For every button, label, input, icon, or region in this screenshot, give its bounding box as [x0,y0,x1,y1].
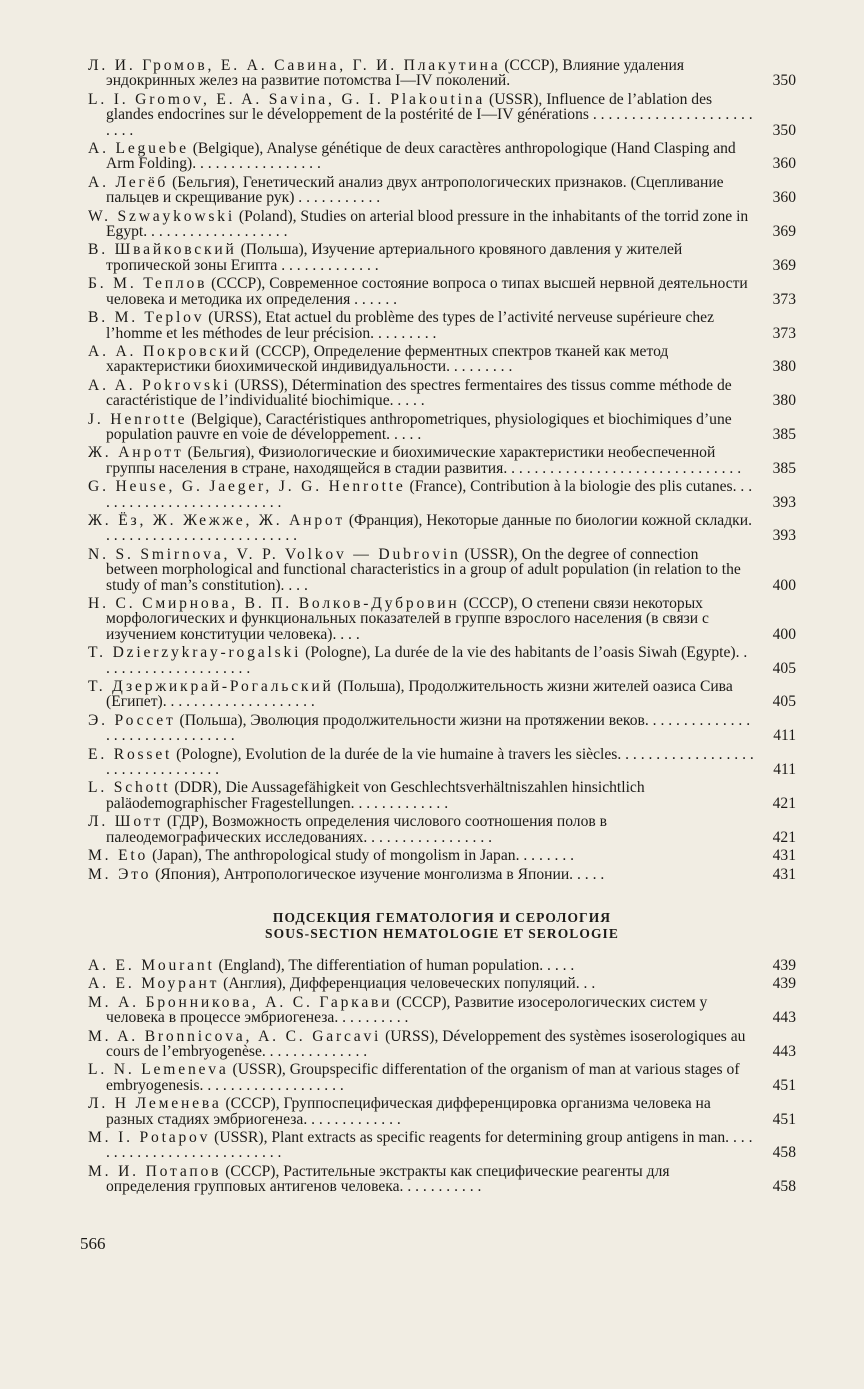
toc-entry-line [88,92,754,138]
toc-entry-author: T. Dzierzykray-rogalski [88,644,302,662]
toc-entry-author: А. Е. Моурант [88,975,220,993]
toc-entry-author: Н. С. Смирнова, В. П. Волков-Дубровин [88,595,460,612]
toc-entry-page: 385 [772,425,796,443]
toc-entry-line [88,310,754,341]
toc-entry-author: E. Rosset [88,745,173,763]
toc-entry [88,1164,796,1195]
toc-entry-page: 380 [772,358,796,376]
toc-entry-line [88,378,754,409]
toc-entry-text [88,1029,762,1060]
toc-entry-author: Б. М. Теплов [88,275,208,293]
table-of-contents [88,58,796,1198]
toc-entry-page: 439 [772,975,796,993]
toc-section-1 [88,58,796,882]
toc-entry-text [88,141,762,172]
toc-entry-title: (СССР), Группоспецифическая дифференцировка организма человека на разных стадиях эмбриогенеза. . . . . . . . . . . . . [106,1095,711,1128]
toc-entry [88,1029,796,1060]
toc-entry-text [88,310,762,341]
toc-entry-line [88,209,754,240]
toc-entry-text [88,412,762,443]
toc-entry-author: Ж. Ёз, Ж. Жежже, Ж. Анрот [88,511,345,529]
toc-entry-author: Т. Дзержикрай-Рогальский [88,678,334,696]
toc-entry-title: (СССР), Определение ферментных спектров тканей как метод характеристики биохимической индивидуальности. . . . . . . . . [106,342,669,376]
toc-entry-page: 451 [772,1110,796,1128]
toc-entry-author: М. И. Потапов [88,1162,222,1180]
toc-entry-title: (СССР), Растительные экстракты как специфические реагенты для определения групповых антигенов человека. . . . . . . . . . . [106,1162,670,1196]
toc-entry-author: A. A. Pokrovski [88,376,231,394]
toc-entry-page: 443 [772,1042,796,1060]
toc-entry-title: (USSR), Groupspecific differentation of the organism of man at various stages of embryogenesis. . . . . . . . . . . . . . . . . . . [106,1061,740,1094]
toc-entry-page: 431 [772,865,796,883]
toc-entry [88,242,796,273]
toc-entry-page: 405 [772,693,796,711]
toc-entry-author: J. Henrotte [88,410,188,428]
toc-entry-author: L. Schott [88,779,171,797]
toc-entry-text [88,596,762,642]
toc-entry-text [88,378,762,409]
toc-entry-line [88,596,754,642]
toc-entry-text [88,747,762,778]
toc-entry-line [88,848,754,863]
toc-entry [88,1062,796,1093]
toc-entry-title: (France), Contribution à la biologie des plis cutanes. . . . . . . . . . . . . . . . . . . . . . . . . . [106,478,753,511]
toc-entry-author: M. A. Bronnicova, A. C. Garcavi [88,1027,382,1045]
toc-entry-text [88,1164,762,1195]
toc-entry-text [88,814,762,845]
toc-entry-title: (Pologne), Evolution de la durée de la vie humaine à travers les siècles. . . . . . . . . . . . . . . . . . . . . . . . . . . . . . . . . [106,745,754,779]
toc-entry-page: 360 [772,189,796,207]
toc-entry-text [88,1096,762,1127]
toc-entry-text [88,479,762,510]
toc-entry [88,814,796,845]
toc-entry-title: (USSR), Influence de l’ablation des glandes endocrines sur le développement de la postérité de I—IV générations . . . . . . . . . . . . . . . . . . . . . . . . . [106,90,753,139]
toc-entry-title: (СССР), Современное состояние вопроса о типах высшей нервной деятельности человека и методика их определения . . . . . . [106,275,748,308]
section-heading-fr: SOUS-SECTION HEMATOLOGIE ET SEROLOGIE [265,925,619,941]
toc-entry-title: (Бельгия), Физиологические и биохимические характеристики необеспеченной группы населения в стране, находящейся в стадии развития. . . . . . . . . . . . . . . . . . . . . . . . . . . . . . . [106,444,742,477]
toc-entry [88,1130,796,1161]
toc-entry-title: (Польша), Эволюция продолжительности жизни на протяжении веков. . . . . . . . . . . . . . . . . . . . . . . . . . . . . . . [106,711,751,745]
toc-entry-line [88,276,754,307]
toc-entry-text [88,1062,762,1093]
toc-entry-text [88,175,762,206]
toc-entry-text [88,867,762,882]
toc-entry-title: (DDR), Die Aussagefähigkeit von Geschlechtsverhältniszahlen hinsichtlich paläodemographischer Fragestellungen. . . . . . . . . . . . . [106,779,645,812]
toc-entry-text [88,995,762,1026]
toc-entry-page: 411 [773,761,796,779]
toc-entry-author: L. N. Lemeneva [88,1061,229,1079]
toc-entry-line [88,1096,754,1127]
toc-entry-line [88,242,754,273]
toc-entry-page: 443 [772,1009,796,1027]
toc-entry-text [88,445,762,476]
toc-entry [88,848,796,863]
toc-entry-title: (Франция), Некоторые данные по биологии кожной складки. . . . . . . . . . . . . . . . . . . . . . . . . . [106,511,752,545]
toc-entry-line [88,976,754,991]
toc-entry-text [88,344,762,375]
toc-entry-author: Л. И. Громов, Е. А. Савина, Г. И. Плакутина [88,57,501,74]
page-number: 566 [80,1234,106,1253]
toc-entry [88,209,796,240]
section-heading-ru: ПОДСЕКЦИЯ ГЕМАТОЛОГИЯ И СЕРОЛОГИЯ [272,909,612,925]
toc-entry [88,479,796,510]
toc-entry-title: (ГДР), Возможность определения числового соотношения полов в палеодемографических исследованиях. . . . . . . . . . . . . . . . . [106,813,607,846]
toc-entry-title: (England), The differentiation of human population. . . . . [214,956,575,974]
toc-entry [88,645,796,676]
toc-entry-author: Л. Шотт [88,813,163,831]
toc-entry-text [88,1130,762,1161]
toc-entry [88,344,796,375]
toc-entry-page: 411 [773,727,796,745]
toc-entry-author: N. S. Smirnova, V. P. Volkov — Dubrovin [88,545,461,563]
toc-entry-author: В. Швайковский [88,241,237,259]
toc-entry-author: Э. Россет [88,711,176,729]
toc-entry-text [88,276,762,307]
toc-entry-line [88,344,754,375]
toc-entry-page: 393 [772,493,796,511]
toc-entry-author: B. M. Teplov [88,309,205,327]
toc-entry-title: (СССР), О степени связи некоторых морфологических и функциональных показателей в группе взрослого населения (в связи с изучением конституции человека). . . . [106,595,709,643]
toc-entry-page: 350 [772,121,796,139]
toc-entry-text [88,848,762,863]
toc-entry-line [88,412,754,443]
toc-entry-page: 431 [772,847,796,865]
toc-entry-page: 380 [772,392,796,410]
toc-entry-line [88,513,754,544]
toc-entry-title: (URSS), Développement des systèmes isoserologiques au cours de l’embryogenèse. . . . . . . . . . . . . . [106,1027,746,1060]
toc-entry-line [88,141,754,172]
toc-entry-line [88,1130,754,1161]
toc-entry-title: (Pologne), La durée de la vie des habitants de l’oasis Siwah (Egypte). . . . . . . . . . . . . . . . . . . . . [106,644,748,677]
toc-entry [88,412,796,443]
toc-entry [88,276,796,307]
toc-entry-page: 400 [772,576,796,594]
toc-entry-line [88,780,754,811]
toc-entry-text [88,645,762,676]
toc-entry [88,679,796,710]
toc-entry-title: (СССР), Влияние удаления эндокринных желез на развитие потомства I—IV поколений. [106,57,685,90]
toc-entry-line [88,713,754,744]
toc-entry [88,780,796,811]
toc-entry [88,547,796,593]
section-heading [88,910,796,942]
toc-entry [88,867,796,882]
toc-entry-line [88,547,754,593]
toc-entry-line [88,814,754,845]
toc-entry-line [88,175,754,206]
toc-entry [88,175,796,206]
toc-entry-line [88,645,754,676]
toc-entry-title: (Poland), Studies on arterial blood pressure in the inhabitants of the torrid zone in Egypt. . . . . . . . . . . . . . . . . . . [106,207,749,241]
toc-entry-text [88,679,762,710]
toc-entry-text [88,958,762,973]
toc-entry [88,995,796,1026]
toc-entry-title: (Бельгия), Генетический анализ двух антропологических признаков. (Сцепливание пальцев и скрещивание рук) . . . . . . . . . . . [106,173,724,207]
toc-entry-page: 405 [772,659,796,677]
toc-entry-page: 458 [772,1144,796,1162]
toc-entry-line [88,445,754,476]
toc-entry-author: А. А. Покровский [88,342,252,360]
toc-entry-page: 458 [772,1178,796,1196]
toc-entry-line [88,995,754,1026]
toc-entry-author: М. Это [88,865,152,883]
toc-entry-line [88,679,754,710]
toc-entry-author: Ж. Анротт [88,444,184,462]
toc-entry-author: A. Leguebe [88,140,189,158]
toc-entry-title: (Польша), Продолжительность жизни жителей оазиса Сива (Египет). . . . . . . . . . . . . . . . . . . . [106,678,733,711]
toc-entry [88,513,796,544]
toc-entry-page: 373 [772,290,796,308]
toc-section-2 [88,958,796,1195]
toc-entry-title: (Belgique), Analyse génétique de deux caractères anthropologique (Hand Clasping and Arm Folding). . . . . . . . . . . . . . . . . [106,140,736,173]
toc-entry [88,958,796,973]
toc-entry-line [88,867,754,882]
toc-entry-page: 421 [772,794,796,812]
toc-entry-page: 350 [772,72,796,90]
toc-entry-text [88,513,762,544]
toc-entry-title: (USSR), Plant extracts as specific reagents for determining group antigens in man. . . . . . . . . . . . . . . . . . . . . . . . . . . [106,1128,753,1162]
toc-entry-author: A. E. Mourant [88,956,215,974]
toc-entry-line [88,747,754,778]
toc-entry [88,310,796,341]
toc-entry-text [88,242,762,273]
toc-entry-text [88,58,762,89]
toc-entry-title: (СССР), Развитие изосерологических систем у человека в процессе эмбриогенеза. . . . . . . . . . [106,993,708,1027]
toc-entry [88,1096,796,1127]
toc-entry-title: (Япония), Антропологическое изучение монголизма в Японии. . . . . [151,865,605,883]
toc-entry-author: G. Heuse, G. Jaeger, J. G. Henrotte [88,478,406,496]
toc-entry [88,445,796,476]
toc-entry-author: W. Szwaykowski [88,207,236,225]
toc-entry-title: (Англия), Дифференциация человеческих популяций. . . [219,975,596,993]
toc-entry-line [88,1029,754,1060]
toc-entry-author: M. Eto [88,847,149,865]
toc-entry-line [88,1062,754,1093]
toc-entry-text [88,976,762,991]
toc-entry [88,141,796,172]
toc-entry [88,58,796,89]
toc-entry-text [88,713,762,744]
toc-entry-title: (Belgique), Caractéristiques anthropometriques, physiologiques et biochimiques d’une population pauvre en voie de développement. . . . . [106,410,732,443]
toc-entry-title: (USSR), On the degree of connection between morphological and functional characteristics in a group of adult population (in relation to the study of man’s constitution). . . . [106,545,741,594]
toc-entry-author: Л. Н Леменева [88,1095,222,1113]
toc-entry-title: (Japan), The anthropological study of mongolism in Japan. . . . . . . . [148,847,575,865]
toc-entry-page: 451 [772,1076,796,1094]
toc-entry-page: 385 [772,459,796,477]
toc-entry-text [88,547,762,593]
toc-entry-line [88,1164,754,1195]
toc-entry-page: 360 [772,155,796,173]
toc-entry-page: 439 [772,956,796,974]
toc-entry-line [88,58,754,89]
toc-entry-author: M. I. Potapov [88,1128,211,1146]
toc-entry-page: 369 [772,256,796,274]
toc-entry-author: L. I. Gromov, E. A. Savina, G. I. Plakoutina [88,90,486,108]
toc-entry [88,747,796,778]
toc-entry-line [88,479,754,510]
toc-entry-title: (Польша), Изучение артериального кровяного давления у жителей тропической зоны Египта . . . . . . . . . . . . . [106,241,683,274]
toc-entry-text [88,209,762,240]
toc-entry-title: (URSS), Détermination des spectres fermentaires des tissus comme méthode de caractéristique de l’individualité biochimique. . . . . [106,376,732,410]
toc-entry-page: 421 [772,828,796,846]
toc-entry-line [88,958,754,973]
toc-entry-page: 393 [772,527,796,545]
toc-entry [88,713,796,744]
toc-entry-page: 369 [772,223,796,241]
toc-entry-author: А. Легёб [88,173,169,191]
toc-entry [88,976,796,991]
toc-entry-title: (URSS), Etat actuel du problème des types de l’activité nerveuse supérieure chez l’homme et les méthodes de leur précision. . . . . . . . . [106,309,715,342]
toc-entry-text [88,92,762,138]
toc-entry-text [88,780,762,811]
toc-entry [88,92,796,138]
toc-entry-author: М. А. Бронникова, А. С. Гаркави [88,993,393,1011]
toc-entry [88,596,796,642]
toc-entry-page: 373 [772,324,796,342]
toc-entry-page: 400 [772,625,796,643]
toc-entry [88,378,796,409]
